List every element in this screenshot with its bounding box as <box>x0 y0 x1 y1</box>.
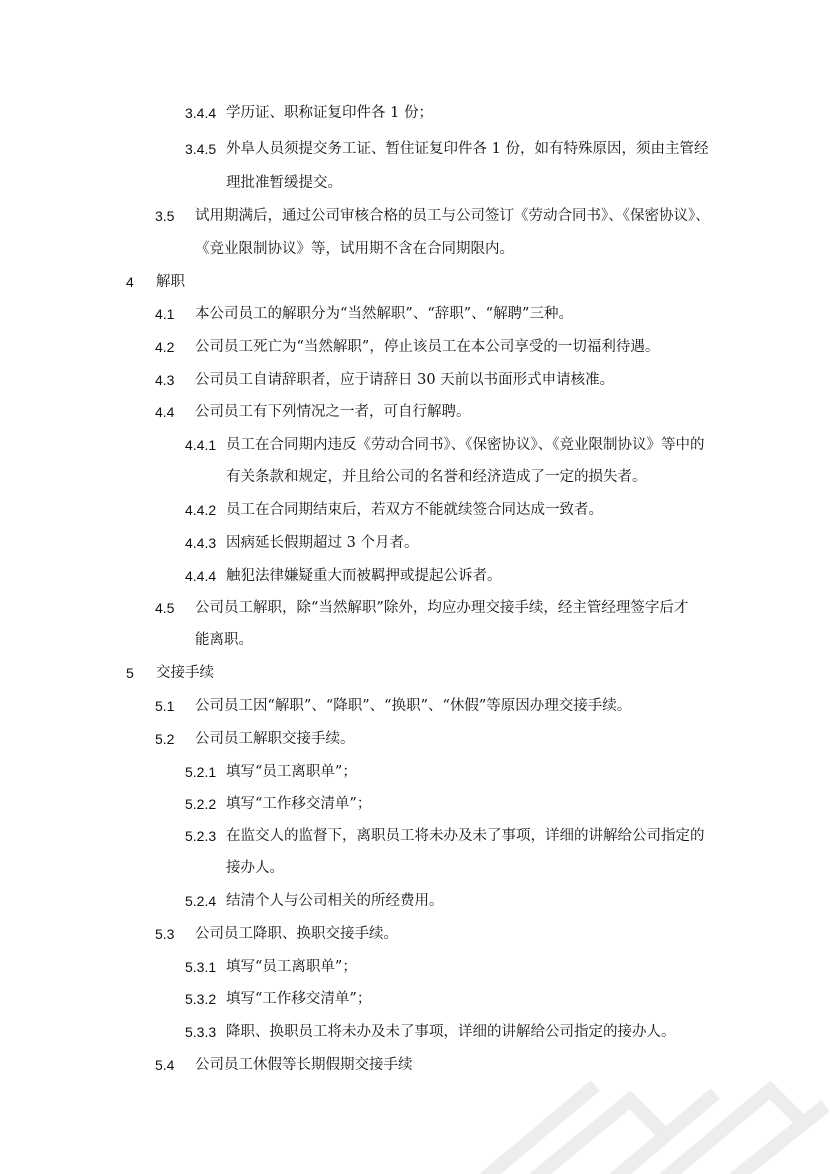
watermark <box>470 1070 830 1174</box>
clause-text: 在监交人的监督下，离职员工将未办及未了事项，详细的讲解给公司指定的 <box>226 828 705 844</box>
clause-text: 能离职。 <box>195 632 253 648</box>
clause-text: 公司员工自请辞职者，应于请辞日 30 天前以书面形式申请核准。 <box>195 372 615 388</box>
clause-number: 4.4 <box>155 404 175 420</box>
clause-number: 3.4.4 <box>185 105 217 121</box>
clause-number: 5.2.3 <box>185 828 217 844</box>
watermark-graphic <box>470 1070 830 1174</box>
clause-text: 公司员工解职交接手续。 <box>195 731 355 747</box>
clause-number: 5.4 <box>155 1057 175 1073</box>
clause-number: 5.3 <box>155 926 175 942</box>
section-number: 4 <box>126 274 134 290</box>
clause-number: 5.2.4 <box>185 893 217 909</box>
clause-number: 4.4.4 <box>185 568 217 584</box>
clause-number: 3.5 <box>155 208 175 224</box>
clause-text: 填写“工作移交清单”； <box>226 796 372 812</box>
clause-text: 触犯法律嫌疑重大而被羁押或提起公诉者。 <box>226 568 502 584</box>
clause-text: 理批准暂缓提交。 <box>226 175 342 191</box>
clause-number: 4.4.1 <box>185 437 217 453</box>
clause-text: 公司员工休假等长期假期交接手续 <box>195 1057 413 1073</box>
clause-number: 5.3.2 <box>185 991 217 1007</box>
clause-number: 3.4.5 <box>185 141 217 157</box>
clause-number: 5.3.1 <box>185 959 217 975</box>
clause-number: 4.5 <box>155 600 175 616</box>
clause-number: 5.2.2 <box>185 796 217 812</box>
clause-text: 员工在合同期结束后，若双方不能就续签合同达成一致者。 <box>226 502 603 518</box>
clause-text: 公司员工降职、换职交接手续。 <box>195 926 398 942</box>
clause-text: 填写“工作移交清单”； <box>226 991 372 1007</box>
clause-number: 5.1 <box>155 698 175 714</box>
clause-number: 4.3 <box>155 372 175 388</box>
section-title: 交接手续 <box>156 665 214 681</box>
clause-number: 4.4.3 <box>185 535 217 551</box>
clause-text: 因病延长假期超过 3 个月者。 <box>226 535 419 551</box>
clause-text: 降职、换职员工将未办及未了事项，详细的讲解给公司指定的接办人。 <box>226 1024 676 1040</box>
clause-text: 学历证、职称证复印件各 1 份； <box>226 105 433 121</box>
clause-text: 有关条款和规定，并且给公司的名誉和经济造成了一定的损失者。 <box>226 469 647 485</box>
clause-number: 5.3.3 <box>185 1024 217 1040</box>
clause-text: 公司员工解职，除“当然解职”除外，均应办理交接手续，经主管经理签字后才 <box>195 600 689 616</box>
clause-number: 4.4.2 <box>185 502 217 518</box>
clause-text: 接办人。 <box>226 860 284 876</box>
watermark-stroke <box>740 1110 820 1174</box>
section-title: 解职 <box>156 274 185 290</box>
clause-text: 结清个人与公司相关的所经费用。 <box>226 893 444 909</box>
clause-text: 公司员工有下列情况之一者，可自行解聘。 <box>195 404 471 420</box>
clause-text: 填写“员工离职单”； <box>226 764 357 780</box>
watermark-stroke <box>670 1090 800 1174</box>
clause-text: 公司员工因“解职”、“降职”、“换职”、“休假”等原因办理交接手续。 <box>195 698 632 714</box>
clause-text: 填写“员工离职单”； <box>226 959 357 975</box>
clause-text: 员工在合同期内违反《劳动合同书》、《保密协议》、《竞业限制协议》等中的 <box>226 437 705 453</box>
clause-text: 试用期满后，通过公司审核合格的员工与公司签订《劳动合同书》、《保密协议》、 <box>195 208 710 224</box>
clause-number: 4.2 <box>155 339 175 355</box>
clause-number: 5.2 <box>155 731 175 747</box>
clause-text: 公司员工死亡为“当然解职”，停止该员工在本公司享受的一切福利待遇。 <box>195 339 660 355</box>
watermark-stroke <box>490 1090 590 1174</box>
clause-number: 4.1 <box>155 306 175 322</box>
section-number: 5 <box>126 665 134 681</box>
clause-text: 《竞业限制协议》等，试用期不含在合同期限内。 <box>195 241 514 257</box>
clause-text: 本公司员工的解职分为“当然解职”、“辞职”、“解聘”三种。 <box>195 306 573 322</box>
clause-number: 5.2.1 <box>185 764 217 780</box>
clause-text: 外阜人员须提交务工证、暂住证复印件各 1 份，如有特殊原因，须由主管经 <box>226 141 709 157</box>
